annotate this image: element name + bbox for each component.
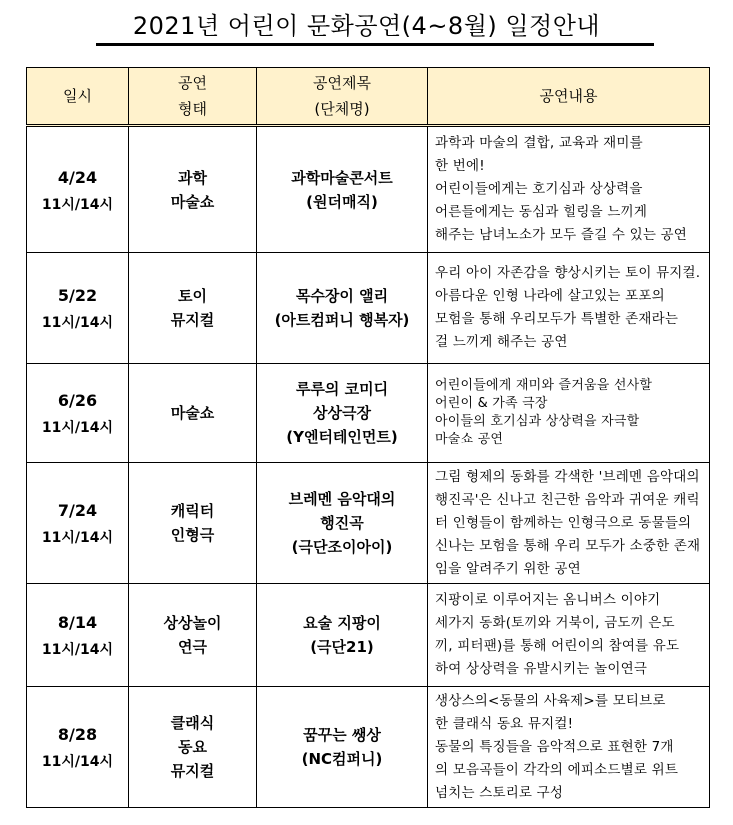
cell-content: 어린이들에게 재미와 즐거움을 선사할 어린이 & 가족 극장 아이들의 호기심과 상상력을 자극할 마술쇼 공연 [428, 364, 710, 463]
schedule-table [26, 67, 710, 808]
header-datetime: 일시 [27, 68, 129, 126]
cell-content: 그림 형제의 동화를 각색한 '브레멘 음악대의 행진곡'은 신나고 친근한 음악과 귀여운 캐릭 터 인형들이 함께하는 인형극으로 동물들의 신나는 모험을 통해 우리 모두가 소중한 존재 임을 알려주기 위한 공연 [428, 463, 710, 584]
cell-content: 생상스의<동물의 사육제>를 모티브로 한 클래식 동요 뮤지컬! 동물의 특징들을 음악적으로 표현한 7개 의 모음곡들이 각각의 에피소드별로 위트 넘치는 스토리로 구성 [428, 687, 710, 808]
cell-datetime: 8/28 11시/14시 [27, 687, 129, 808]
cell-title: 꿈꾸는 쌩상 (NC컴퍼니) [257, 687, 428, 808]
table-row [27, 364, 710, 463]
table-row [27, 126, 710, 253]
table-row [27, 687, 710, 808]
table-row [27, 584, 710, 687]
title-underline [96, 43, 654, 46]
cell-datetime: 8/14 11시/14시 [27, 584, 129, 687]
document-title: 2021년 어린이 문화공연(4~8월) 일정안내 [132, 12, 601, 40]
cell-datetime: 4/24 11시/14시 [27, 126, 129, 253]
cell-type: 마술쇼 [129, 364, 257, 463]
document-title-block [0, 0, 733, 50]
header-type: 공연 형태 [129, 68, 257, 126]
cell-content: 과학과 마술의 결합, 교육과 재미를 한 번에! 어린이들에게는 호기심과 상상력을 어른들에게는 동심과 힐링을 느끼게 해주는 남녀노소가 모두 즐길 수 있는 공연 [428, 126, 710, 253]
cell-title: 요술 지팡이 (극단21) [257, 584, 428, 687]
cell-type: 과학 마술쇼 [129, 126, 257, 253]
cell-title: 루루의 코미디 상상극장 (Y엔터테인먼트) [257, 364, 428, 463]
cell-type: 상상놀이 연극 [129, 584, 257, 687]
cell-title: 목수장이 앨리 (아트컴퍼니 행복자) [257, 253, 428, 364]
cell-title: 과학마술콘서트 (원더매직) [257, 126, 428, 253]
table-row [27, 463, 710, 584]
cell-datetime: 6/26 11시/14시 [27, 364, 129, 463]
cell-type: 토이 뮤지컬 [129, 253, 257, 364]
table-row [27, 253, 710, 364]
cell-content: 우리 아이 자존감을 향상시키는 토이 뮤지컬. 아름다운 인형 나라에 살고있는 포포의 모험을 통해 우리모두가 특별한 존재라는 걸 느끼게 해주는 공연 [428, 253, 710, 364]
cell-type: 캐릭터 인형극 [129, 463, 257, 584]
cell-datetime: 7/24 11시/14시 [27, 463, 129, 584]
cell-datetime: 5/22 11시/14시 [27, 253, 129, 364]
header-content: 공연내용 [428, 68, 710, 126]
header-title: 공연제목 (단체명) [257, 68, 428, 126]
cell-title: 브레멘 음악대의 행진곡 (극단조이아이) [257, 463, 428, 584]
cell-content: 지팡이로 이루어지는 옴니버스 이야기 세가지 동화(토끼와 거북이, 금도끼 은도 끼, 피터팬)를 통해 어린이의 참여를 유도 하여 상상력을 유발시키는 놀이연극 [428, 584, 710, 687]
table-header-row [27, 68, 710, 126]
cell-type: 클래식 동요 뮤지컬 [129, 687, 257, 808]
